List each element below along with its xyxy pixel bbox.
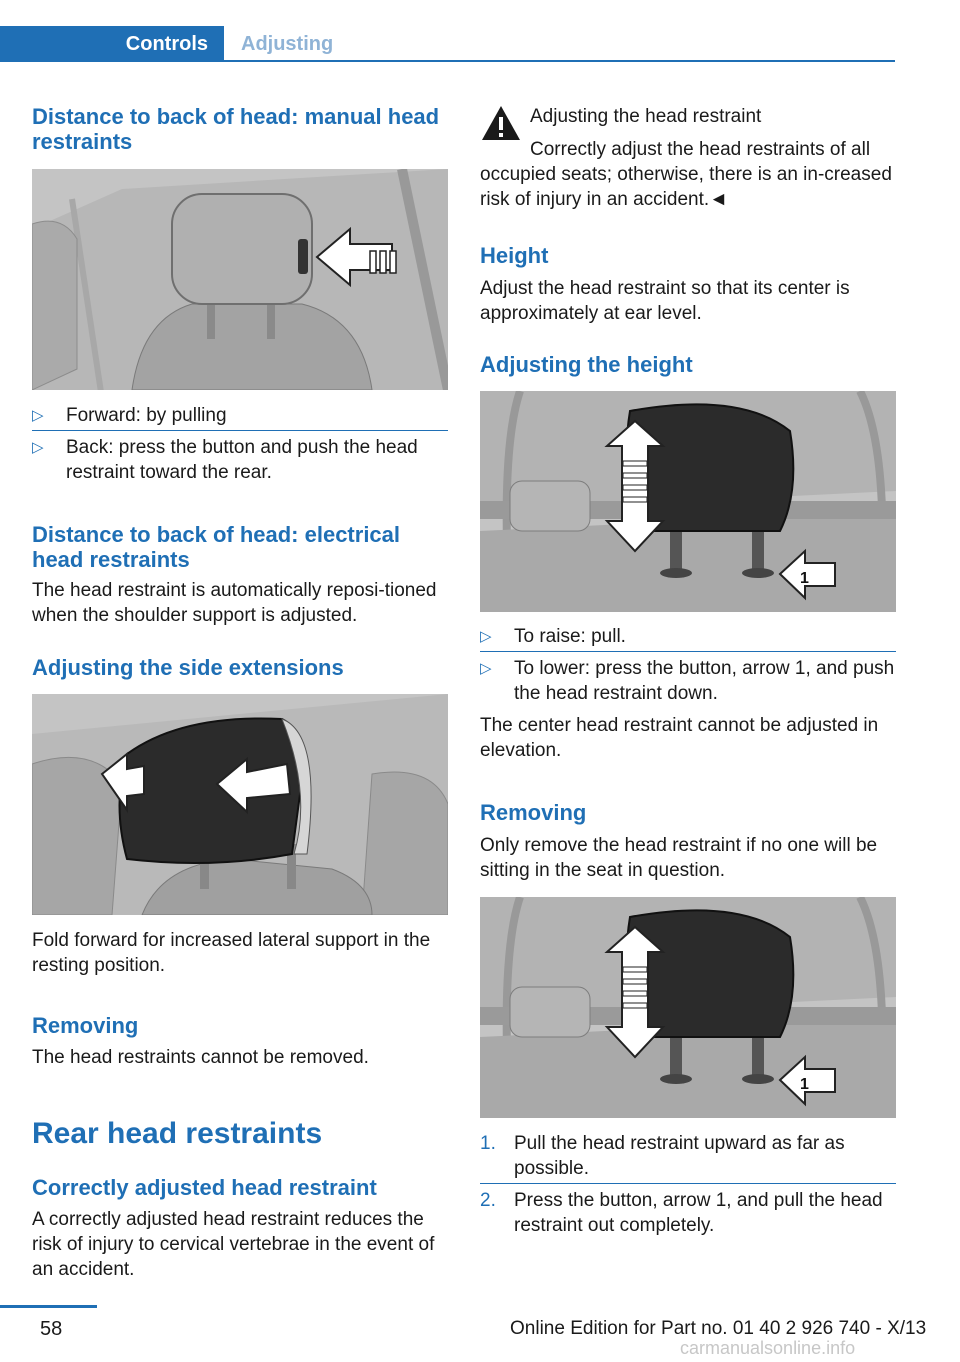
list-divider xyxy=(480,651,896,652)
edition-text: Online Edition for Part no. 01 40 2 926 740 - X/13 xyxy=(510,1318,927,1339)
figure-manual-head-restraint xyxy=(32,169,448,390)
text-removing-rear: Only remove the head restraint if no one will be sitting in the seat in question. xyxy=(480,835,878,881)
text-side-extensions: Fold forward for increased lateral support in the resting position. xyxy=(32,930,431,976)
list-divider xyxy=(32,430,448,431)
figure-removing-rear xyxy=(480,897,896,1118)
heading-electrical: Distance to back of head: electrical head restraints xyxy=(32,522,401,572)
header-tabs xyxy=(0,26,895,62)
tab-adjusting[interactable]: Adjusting xyxy=(241,33,334,55)
callout-1: 1 xyxy=(800,570,809,587)
footer-rule xyxy=(0,1305,97,1308)
triangle-bullet-icon: ▷ xyxy=(480,628,492,645)
text-correctly-adjusted: A correctly adjusted head restraint reduces the risk of injury to cervical vertebrae in the event of an accident. xyxy=(32,1209,435,1280)
heading-removing-rear: Removing xyxy=(480,800,587,825)
triangle-bullet-icon: ▷ xyxy=(32,439,44,456)
text-removing-front: The head restraints cannot be removed. xyxy=(32,1047,369,1068)
height-adjust-illustration xyxy=(480,391,896,612)
figure-side-extensions xyxy=(32,694,448,915)
list-item-back: ▷ Back: press the button and push the head restraint toward the rear. xyxy=(32,437,418,483)
text-height: Adjust the head restraint so that its center is approximately at ear level. xyxy=(480,278,850,324)
text-electrical: The head restraint is automatically reposi-tioned when the shoulder support is adjusted. xyxy=(32,580,437,626)
step-number: 2. xyxy=(480,1190,496,1211)
watermark: carmanualsonline.info xyxy=(680,1338,856,1358)
warning-text: Correctly adjust the head restraints of all occupied seats; otherwise, there is an in-creased risk of injury in an accident.◄ xyxy=(480,139,892,210)
heading-height: Height xyxy=(480,243,549,268)
figure-adjusting-height xyxy=(480,391,896,612)
triangle-bullet-icon: ▷ xyxy=(480,660,492,677)
tab-controls[interactable]: Controls xyxy=(0,26,224,62)
page-number: 58 xyxy=(40,1318,63,1340)
callout-1: 1 xyxy=(800,1076,809,1093)
list-item-lower: ▷ To lower: press the button, arrow 1, and push the head restraint down. xyxy=(480,658,895,704)
remove-restraint-illustration xyxy=(480,897,896,1118)
step-2: 2. Press the button, arrow 1, and pull the head restraint out completely. xyxy=(480,1190,883,1236)
text-center-restraint: The center head restraint cannot be adjusted in elevation. xyxy=(480,715,879,761)
list-divider xyxy=(480,1183,896,1184)
heading-rear-head-restraints: Rear head restraints xyxy=(32,1117,323,1150)
heading-manual: Distance to back of head: manual head restraints xyxy=(32,104,440,154)
heading-correctly-adjusted: Correctly adjusted head restraint xyxy=(32,1175,377,1200)
heading-side-extensions: Adjusting the side extensions xyxy=(32,655,344,680)
list-item-raise: ▷ To raise: pull. xyxy=(480,626,626,647)
triangle-bullet-icon: ▷ xyxy=(32,407,44,424)
step-1: 1. Pull the head restraint upward as far as possible. xyxy=(480,1133,845,1179)
header-rule xyxy=(0,60,895,62)
heading-removing-front: Removing xyxy=(32,1013,139,1038)
warning-title: Adjusting the head restraint xyxy=(530,106,762,127)
list-item-forward: ▷ Forward: by pulling xyxy=(32,405,227,426)
side-extensions-illustration xyxy=(32,694,448,915)
heading-adjusting-height: Adjusting the height xyxy=(480,352,693,377)
step-number: 1. xyxy=(480,1133,496,1154)
manual-restraint-illustration xyxy=(32,169,448,390)
